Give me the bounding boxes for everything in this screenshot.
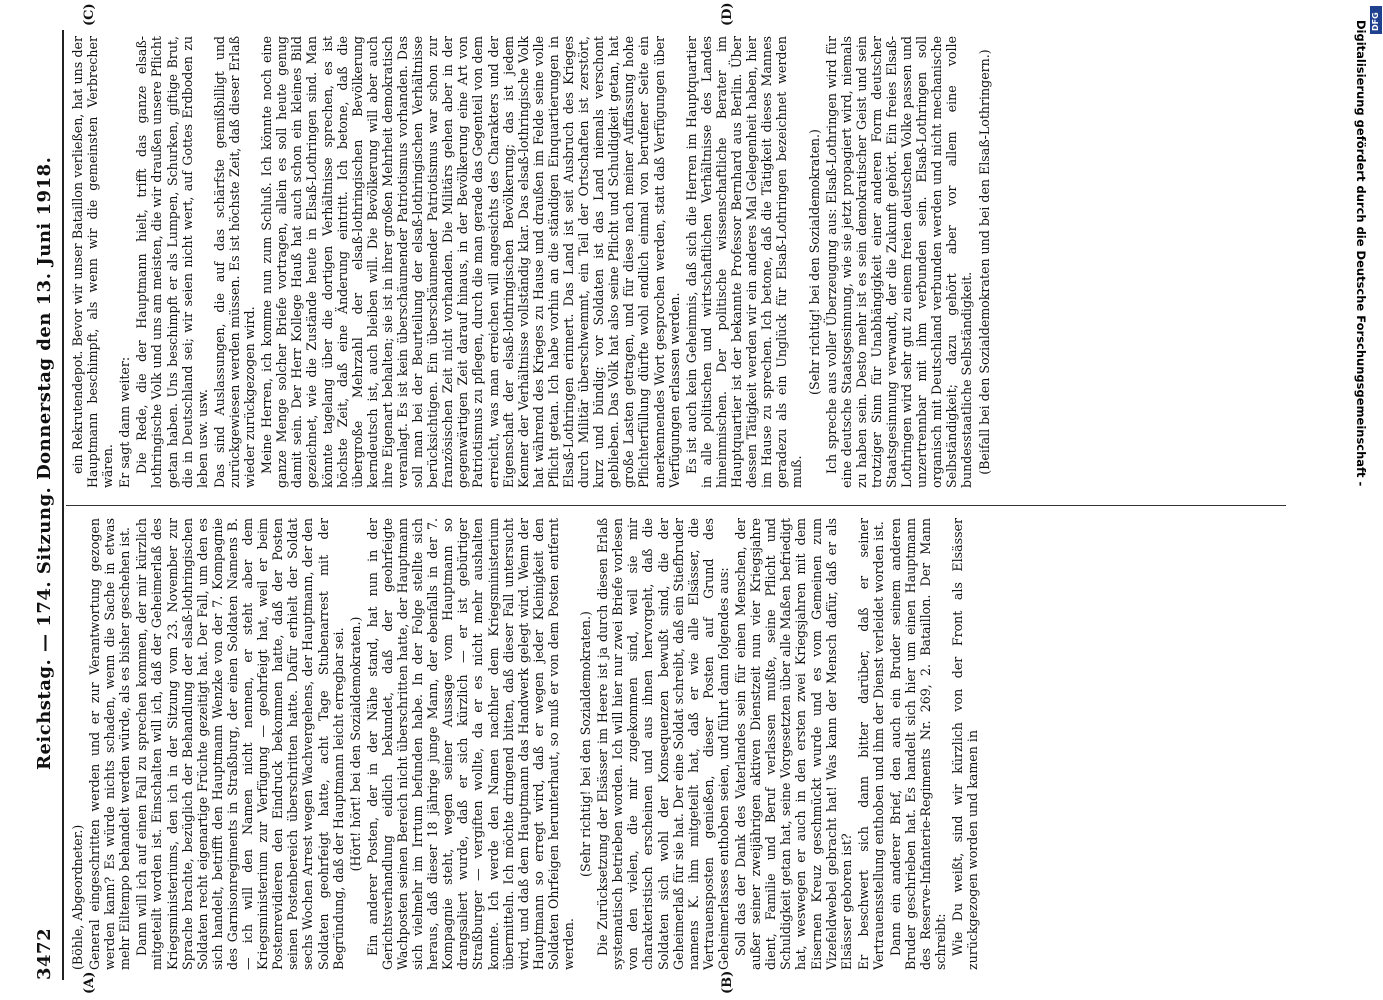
paragraph: Meine Herren, ich komme nun zum Schluß. Ich könnte noch eine ganze Menge solcher Briefe vortragen, allein es soll heute genug damit sein. Der Herr Kollege Hauß hat auch schon ein kleines Bild gezeichnet, wie die Zustände heute in Elsaß-Lothringen sind. Man könnte tagelang über die dortigen Verhältnisse sprechen, es ist höchste Zeit, daß eine Änderung eintritt. Ich betone, daß die übergroße Mehrzahl der elsaß-lothringischen Bevölkerung kerndeutsch ist, auch bleiben will. Die Bevölkerung will aber auch ihre Eigenart behalten; sie ist in ihrer großen Mehrheit demokratisch veranlagt. Es ist kein überschäumender Patriotismus vorhanden. Das soll man bei der Beurteilung der elsaß-lothringischen Verhältnisse berücksichtigen. Ein überschäumender Patriotismus war schon zur französischen Zeit nicht vorhanden. Die Militärs gehen aber in der gegenwärtigen Zeit darauf hinaus, in der Bevölkerung eine Art von Patriotismus zu pflegen, durch die man gerade das Gegenteil von dem erreicht, was man erreichen will angesichts des Charakters und der Eigenschaft der elsaß-lothringischen Bevölkerung; das ist jedem Kenner der Verhältnisse vollständig klar. Das elsaß-lothringische Volk hat während des Krieges zu Hause und draußen im Felde seine volle Pflicht getan. Ich habe vorhin an die ständigen Einquartierungen in Elsaß-Lothringen erinnert. Das Land ist seit Ausbruch des Krieges durch Militär überschwemmt, ein Teil der Ortschaften ist zerstört, kurz und bündig: vor Soldaten ist das Land niemals verschont geblieben. Das Volk hat also seine Pflicht und Schuldigkeit getan, hat große Lasten getragen, und für diese nach meiner Auffassung hohe Pflichterfüllung dürfte wohl endlich einmal von berufener Seite ein anerkennendes Wort gesprochen werden, statt daß Verfügungen über Verfügungen erlassen werden. <box>259 36 682 488</box>
speaker-label: (Böhle, Abgeordneter.) <box>70 824 85 970</box>
margin-marker-c: (C) <box>82 3 97 26</box>
paragraph: General eingeschritten werden und er zur Verantwortung gezogen werden kann? Es würde nichts schaden, wenn die Sache in etwas mehr Eiltempo behandelt werden würde, als es bisher geschehen ist. <box>87 518 133 970</box>
quoted-letter: ein Rekrutendepot. Bevor wir unser Bataillon verließen, hat uns der Hauptmann beschimpft, als wenn wir die gemeinsten Verbrecher wären. <box>70 36 116 488</box>
paragraph: Er sagt dann weiter: <box>117 356 133 488</box>
dfg-logo <box>1370 6 1382 34</box>
paragraph: Dann ein anderer Brief, den auch ein Bruder seinem anderen Bruder geschrieben hat. Es handelt sich hier um einen Hauptmann des Reserve-Infanterie-Regiments Nr. 269, 2. Bataillon. Der Mann schreibt: <box>887 518 949 970</box>
quoted-letter: Wie Du weißt, sind wir kürzlich von der Front als Elsässer zurückgezogen worden und kamen in <box>950 518 981 970</box>
margin-marker-a: (A) <box>82 971 97 994</box>
right-column <box>70 36 1280 488</box>
paragraph: Die Zurücksetzung der Elsässer im Heere ist ja durch diesen Erlaß systematisch betrieben worden. Ich will hier nur zwei Briefe vorlesen von den vielen, die mir zugekommen sind, weil sie mir charakteristisch erscheinen und aus ihnen hervorgeht, daß die Soldaten sich wohl der Konsequenzen bewußt sind, die der Geheimerlaß für sie hat. Der eine Soldat schreibt, daß ein Stiefbruder namens K. ihm mitgeteilt hat, daß er wie alle Elsässer, die Vertrauensposten genießen, dieser Posten auf Grund des Geheimerlasses enthoben seien, und führt dann folgendes aus: <box>595 518 731 970</box>
page-header <box>34 30 58 980</box>
interjection: (Beifall bei den Sozialdemokraten und bei den Elsaß-Lothringern.) <box>976 49 992 475</box>
quoted-letter: Die Rede, die der Hauptmann hielt, trifft das ganze elsaß-lothringische Volk und uns am meisten, die wir draußen unsere Pflicht getan haben. Uns beschimpft er als Lumpen, Schurken, giftige Brut, die in Deutschland sei; wir seien nicht wert, auf Gottes Erdboden zu leben usw. usw. <box>134 36 210 488</box>
left-column <box>70 518 1280 970</box>
page-number: 3472 <box>34 927 55 980</box>
paragraph: Ein anderer Posten, der in der Nähe stand, hat nun in der Gerichtsverhandlung eidlich bekundet, daß der geohrfeigte Wachposten seinen Bereich nicht überschritten hatte, der Hauptmann sich vielmehr im Irrtum befunden habe. In der Folge stellte sich heraus, daß dieser 18 jährige junge Mann, der ebenfalls in der 7. Kompagnie steht, wegen seiner Aussage vom Hauptmann so drangsaliert wurde, daß er sich kürzlich — er ist gebürtiger Straßburger — vergiften wollte, da er es nicht mehr aushalten konnte. Ich werde den Namen nachher dem Kriegsministerium übermitteln. Ich möchte dringend bitten, daß dieser Fall untersucht wird, und daß dem Hauptmann das Handwerk gelegt wird. Wenn der Hauptmann so erregt wird, daß er wegen jeder Kleinigkeit den Soldaten Ohrfeigen herunterhaut, so muß er von dem Posten entfernt werden. <box>364 518 576 970</box>
interjection: (Sehr richtig! bei den Sozialdemokraten.) <box>806 129 822 395</box>
margin-marker-b: (B) <box>720 970 735 994</box>
interjection: (Sehr richtig! bei den Sozialdemokraten.) <box>578 611 594 877</box>
column-divider <box>66 505 1286 506</box>
paragraph: Das sind Auslassungen, die auf das schärfste gemißbilligt und zurückgewiesen werden müssen. Es ist höchste Zeit, daß dieser Erlaß wieder zurückgezogen wird. <box>211 36 258 488</box>
credit-text: Digitalisierung gefördert durch die Deutsche Forschungsgemeinschaft - <box>1354 20 1368 487</box>
interjection: (Hört! hört! bei den Sozialdemokraten.) <box>347 616 363 872</box>
session-title: Reichstag. — 174. Sitzung. Donnerstag den 13. Juni 1918. <box>34 156 55 770</box>
digitization-credit <box>1354 20 1370 940</box>
quoted-letter: Soll das der Dank des Vaterlandes sein für einen Menschen, der außer seiner zweijährigen aktiven Dienstzeit nun vier Kriegsjahre dient, Familie und Beruf verlassen mußte, seine Pflicht und Schuldigkeit getan hat, seine Vorgesetzten über alle Maßen befriedigt hat, weswegen er auch in den ersten zwei Kriegsjahren mit dem Eisernen Kreuz geschmückt wurde und es vom Gemeinen zum Vizefeldwebel gebracht hat! Was kann der Mensch dafür, daß er als Elsässer geboren ist? <box>733 518 854 970</box>
paragraph: Er beschwert sich dann bitter darüber, daß er seiner Vertrauensstellung enthoben und ihm der Dienst verleidet worden ist. <box>855 518 886 970</box>
margin-marker-d: (D) <box>720 2 735 26</box>
paragraph: Dann will ich auf einen Fall zu sprechen kommen, der mir kürzlich mitgeteilt worden ist. Einschalten will ich, daß der Geheimerlaß des Kriegsministeriums, den ich in der Sitzung vom 23. November zur Sprache brachte, bezüglich der Behandlung der elsaß-lothringischen Soldaten recht eigenartige Früchte gezeitigt hat. Der Fall, um den es sich handelt, betrifft den Hauptmann Wenzke von der 7. Kompagnie des Garnisonregiments in Straßburg, der einen Soldaten Namens B. — ich will den Namen nicht nennen, er steht aber dem Kriegsministerium zur Verfügung — geohrfeigt hat, weil er beim Postenrevidieren den Eindruck bekommen hatte, daß der Posten seinen Postenbereich überschritten hatte. Dafür erhielt der Soldat sechs Wochen Arrest wegen Wachvergehens, der Hauptmann, der den Soldaten geohrfeigt hatte, acht Tage Stubenarrest mit der Begründung, daß der Hauptmann leicht erregbar sei. <box>134 518 346 970</box>
header-rule <box>62 30 64 980</box>
paragraph: Es ist auch kein Geheimnis, daß sich die Herren im Hauptquartier in alle politischen und wirtschaftlichen Verhältnisse des Landes hineinmischen. Der politische wissenschaftliche Berater im Hauptquartier ist der bekannte Professor Bernhard aus Berlin. Über dessen Tätigkeit werden wir ein anderes Mal Gelegenheit haben, hier im Hause zu sprechen. Ich betone, daß die Tätigkeit dieses Mannes geradezu als ein Unglück für Elsaß-Lothringen bezeichnet werden muß. <box>683 36 805 488</box>
paragraph: Ich spreche aus voller Überzeugung aus: Elsaß-Lothringen wird für eine deutsche Staatsgesinnung, wie sie jetzt propagiert wird, niemals zu haben sein. Desto mehr ist es sein demokratischer Geist und sein trotziger Sinn für Unabhängigkeit einer anderen Form deutscher Staatsgesinnung verwandt, der die Zukunft gehört. Ein freies Elsaß-Lothringen wird sehr gut zu einem freien deutschen Volke passen und unzertrennbar mit ihm verbunden sein. Elsaß-Lothringen soll organisch mit Deutschland verbunden werden und nicht mechanische Selbständigkeit; dazu gehört aber vor allem eine volle bundesstaatliche Selbständigkeit. <box>823 36 975 488</box>
dfg-logo-text: DFG <box>1371 12 1380 31</box>
